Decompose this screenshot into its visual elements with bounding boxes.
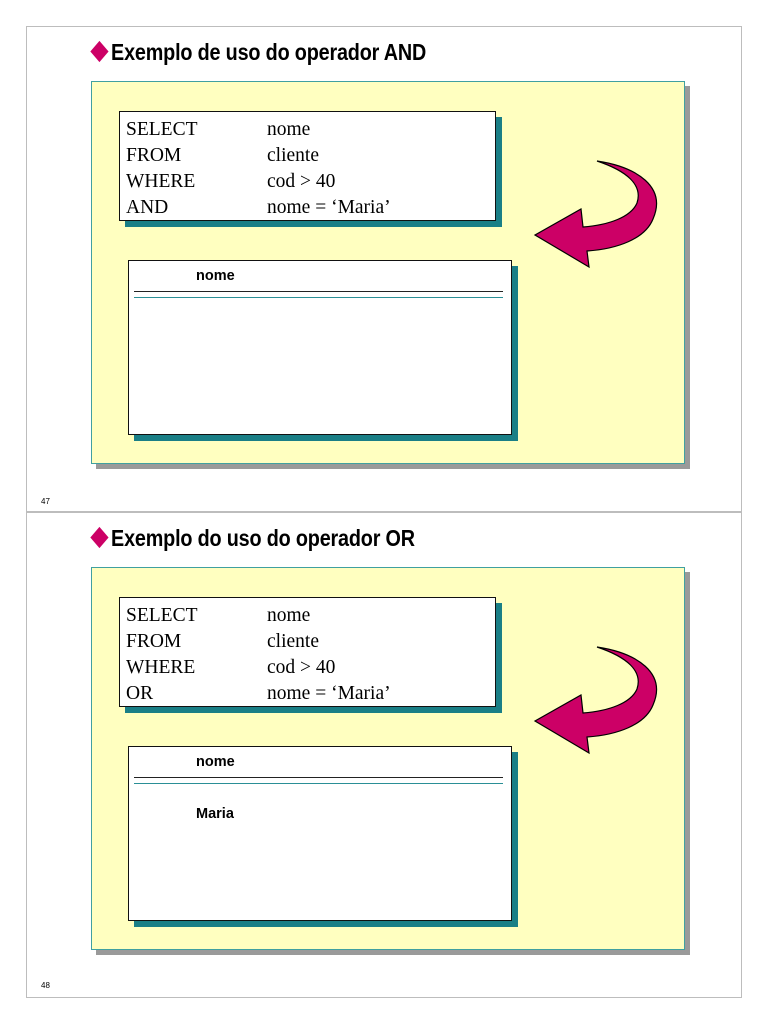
sql-keyword: AND xyxy=(126,197,169,218)
sql-keyword: FROM xyxy=(126,631,182,652)
sql-line xyxy=(126,117,495,143)
slide-title-text: Exemplo de uso do operador AND xyxy=(111,39,427,65)
sql-line xyxy=(126,655,495,681)
result-table xyxy=(128,746,512,921)
slide-47 xyxy=(26,26,742,512)
curved-arrow-icon xyxy=(527,643,667,763)
sql-value: nome xyxy=(267,119,311,140)
sql-value: cod > 40 xyxy=(267,657,336,678)
header-divider xyxy=(134,777,503,778)
result-row: Maria xyxy=(196,806,234,822)
sql-value: cliente xyxy=(267,145,319,166)
sql-value: cod > 40 xyxy=(267,171,336,192)
curved-arrow-icon xyxy=(527,157,667,277)
slide-title xyxy=(93,525,415,552)
slide-48 xyxy=(26,512,742,998)
slide-title-text: Exemplo do uso do operador OR xyxy=(111,525,415,551)
sql-line xyxy=(126,681,495,707)
diamond-bullet-icon xyxy=(90,41,108,62)
sql-line xyxy=(126,603,495,629)
diamond-bullet-icon xyxy=(90,527,108,548)
sql-value: cliente xyxy=(267,631,319,652)
page-number: 47 xyxy=(41,497,50,506)
result-column-header: nome xyxy=(196,268,235,284)
result-table xyxy=(128,260,512,435)
sql-keyword: WHERE xyxy=(126,171,196,192)
sql-line xyxy=(126,195,495,221)
sql-value: nome = ‘Maria’ xyxy=(267,197,391,218)
sql-value: nome = ‘Maria’ xyxy=(267,683,391,704)
sql-keyword: SELECT xyxy=(126,119,198,140)
slide-title xyxy=(93,39,426,66)
sql-keyword: OR xyxy=(126,683,154,704)
sql-keyword: SELECT xyxy=(126,605,198,626)
header-divider-secondary xyxy=(134,297,503,298)
sql-line xyxy=(126,629,495,655)
header-divider-secondary xyxy=(134,783,503,784)
page-number: 48 xyxy=(41,981,50,990)
sql-query-box xyxy=(119,597,496,707)
sql-keyword: FROM xyxy=(126,145,182,166)
sql-value: nome xyxy=(267,605,311,626)
sql-line xyxy=(126,169,495,195)
sql-keyword: WHERE xyxy=(126,657,196,678)
sql-line xyxy=(126,143,495,169)
header-divider xyxy=(134,291,503,292)
result-column-header: nome xyxy=(196,754,235,770)
sql-query-box xyxy=(119,111,496,221)
